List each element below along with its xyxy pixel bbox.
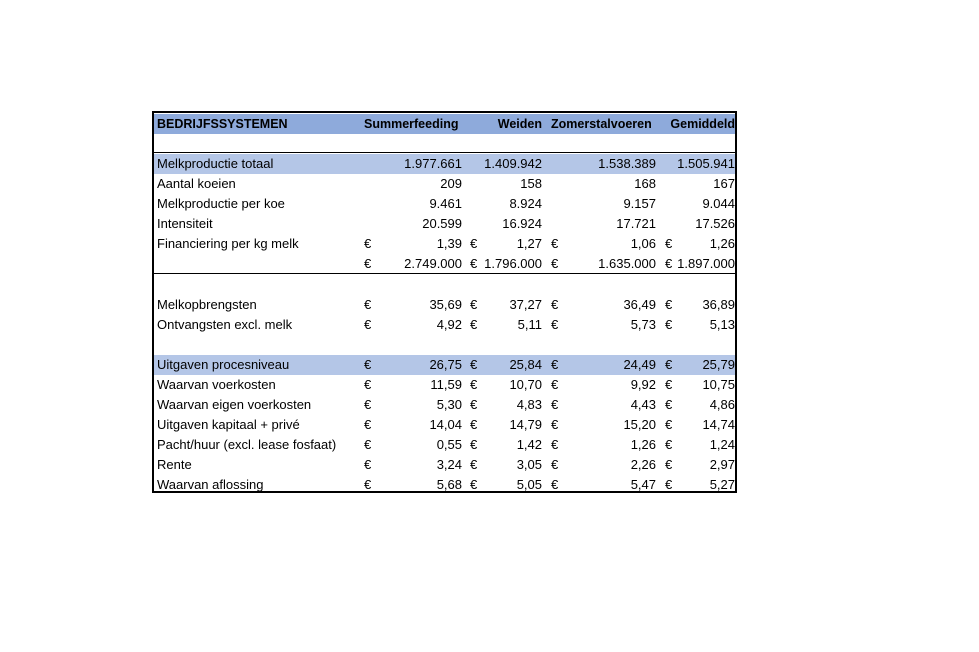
cell-value: 209: [440, 176, 462, 191]
cell-value: 1.635.000: [598, 256, 656, 271]
cell-value: 5,68: [436, 477, 462, 492]
cell-value: 25,79: [702, 357, 735, 372]
cell-value: 36,49: [623, 297, 656, 312]
table-row: [154, 194, 735, 214]
table-row: [154, 455, 735, 475]
cell-value: 1,42: [516, 437, 542, 452]
currency-symbol: €: [364, 256, 372, 271]
cell-value: 11,59: [430, 377, 462, 392]
currency-symbol: €: [470, 377, 478, 392]
header-summerfeeding: Summerfeeding: [364, 117, 459, 131]
table-row: [154, 174, 735, 194]
cell-value: 1.897.000: [677, 256, 735, 271]
cell-value: 1,39: [436, 236, 462, 251]
currency-symbol: €: [665, 256, 673, 271]
cell-value: 2,97: [709, 457, 735, 472]
header-label: BEDRIJFSSYSTEMEN: [157, 117, 288, 131]
table-row: [154, 375, 735, 395]
table-row: [154, 355, 735, 375]
row-label: Uitgaven procesniveau: [157, 357, 290, 372]
cell-value: 4,83: [516, 397, 542, 412]
cell-value: 1.796.000: [484, 256, 542, 271]
cell-value: 20.599: [422, 216, 462, 231]
currency-symbol: €: [551, 437, 559, 452]
currency-symbol: €: [364, 437, 372, 452]
currency-symbol: €: [364, 297, 372, 312]
cell-value: 5,13: [709, 317, 735, 332]
table-row: [154, 154, 735, 174]
currency-symbol: €: [665, 477, 673, 492]
cell-value: 5,11: [517, 317, 542, 332]
currency-symbol: €: [665, 297, 673, 312]
currency-symbol: €: [470, 457, 478, 472]
cell-value: 9.461: [429, 196, 462, 211]
cell-value: 2.749.000: [404, 256, 462, 271]
cell-value: 17.721: [616, 216, 656, 231]
currency-symbol: €: [470, 437, 478, 452]
currency-symbol: €: [470, 357, 478, 372]
cell-value: 35,69: [429, 297, 462, 312]
spreadsheet-table: [152, 111, 737, 493]
cell-value: 1,06: [630, 236, 656, 251]
currency-symbol: €: [364, 477, 372, 492]
cell-value: 5,30: [436, 397, 462, 412]
currency-symbol: €: [364, 397, 372, 412]
cell-value: 14,04: [429, 417, 462, 432]
row-label: Rente: [157, 457, 192, 472]
cell-value: 1,26: [630, 437, 656, 452]
cell-value: 4,86: [709, 397, 735, 412]
cell-value: 1,26: [709, 236, 735, 251]
cell-value: 4,92: [436, 317, 462, 332]
cell-value: 4,43: [630, 397, 656, 412]
currency-symbol: €: [665, 457, 673, 472]
currency-symbol: €: [364, 317, 372, 332]
currency-symbol: €: [364, 357, 372, 372]
currency-symbol: €: [551, 417, 559, 432]
row-label: Waarvan voerkosten: [157, 377, 276, 392]
cell-value: 1.538.389: [598, 156, 656, 171]
currency-symbol: €: [551, 236, 559, 251]
currency-symbol: €: [470, 297, 478, 312]
table-row: [154, 395, 735, 415]
cell-value: 158: [520, 176, 542, 191]
cell-value: 1.505.941: [677, 156, 735, 171]
row-label: Intensiteit: [157, 216, 213, 231]
currency-symbol: €: [665, 236, 673, 251]
cell-value: 1,27: [516, 236, 542, 251]
table-row: [154, 254, 735, 274]
cell-value: 16.924: [502, 216, 542, 231]
row-label: Uitgaven kapitaal + privé: [157, 417, 300, 432]
row-label: Aantal koeien: [157, 176, 236, 191]
currency-symbol: €: [551, 477, 559, 492]
currency-symbol: €: [470, 397, 478, 412]
cell-value: 17.526: [695, 216, 735, 231]
cell-value: 15,20: [623, 417, 656, 432]
currency-symbol: €: [665, 397, 673, 412]
cell-value: 168: [634, 176, 656, 191]
cell-value: 10,75: [702, 377, 735, 392]
currency-symbol: €: [470, 477, 478, 492]
currency-symbol: €: [364, 377, 372, 392]
cell-value: 9.157: [623, 196, 656, 211]
cell-value: 1.409.942: [484, 156, 542, 171]
cell-value: 5,27: [709, 477, 735, 492]
currency-symbol: €: [665, 437, 673, 452]
row-label: Waarvan aflossing: [157, 477, 264, 492]
table-row: [154, 214, 735, 234]
currency-symbol: €: [470, 256, 478, 271]
cell-value: 25,84: [509, 357, 542, 372]
table-row: [154, 475, 735, 495]
row-label: Melkopbrengsten: [157, 297, 257, 312]
table-row: [154, 415, 735, 435]
cell-value: 14,79: [509, 417, 542, 432]
currency-symbol: €: [470, 236, 478, 251]
cell-value: 0,55: [436, 437, 462, 452]
currency-symbol: €: [364, 236, 372, 251]
row-label: Melkproductie totaal: [157, 156, 274, 171]
row-label: Pacht/huur (excl. lease fosfaat): [157, 437, 337, 452]
currency-symbol: €: [665, 357, 673, 372]
row-label: Financiering per kg melk: [157, 236, 299, 251]
cell-value: 9.044: [702, 196, 735, 211]
cell-value: 5,05: [516, 477, 542, 492]
currency-symbol: €: [551, 457, 559, 472]
currency-symbol: €: [551, 357, 559, 372]
currency-symbol: €: [470, 417, 478, 432]
row-label: Waarvan eigen voerkosten: [157, 397, 312, 412]
cell-value: 5,73: [630, 317, 656, 332]
cell-value: 3,05: [516, 457, 542, 472]
header-divider: [154, 152, 735, 153]
cell-value: 24,49: [623, 357, 656, 372]
currency-symbol: €: [470, 317, 478, 332]
cell-value: 36,89: [702, 297, 735, 312]
table-row: [154, 234, 735, 254]
row-label: Ontvangsten excl. melk: [157, 317, 293, 332]
currency-symbol: €: [665, 417, 673, 432]
cell-value: 1,24: [709, 437, 735, 452]
cell-value: 5,47: [630, 477, 656, 492]
currency-symbol: €: [665, 317, 673, 332]
cell-value: 167: [713, 176, 735, 191]
cell-value: 37,27: [509, 297, 542, 312]
cell-value: 8.924: [509, 196, 542, 211]
currency-symbol: €: [551, 256, 559, 271]
cell-value: 1.977.661: [404, 156, 462, 171]
currency-symbol: €: [551, 397, 559, 412]
table-row: [154, 435, 735, 455]
currency-symbol: €: [364, 457, 372, 472]
cell-value: 26,75: [429, 357, 462, 372]
cell-value: 2,26: [630, 457, 656, 472]
currency-symbol: €: [551, 377, 559, 392]
header-weiden: Weiden: [497, 117, 542, 131]
row-label: Melkproductie per koe: [157, 196, 285, 211]
currency-symbol: €: [665, 377, 673, 392]
currency-symbol: €: [551, 317, 559, 332]
table-row: [154, 315, 735, 335]
header-zomerstalvoeren: Zomerstalvoeren: [551, 117, 652, 131]
header-gemiddeld: Gemiddeld: [670, 117, 735, 131]
cell-value: 9,92: [630, 377, 656, 392]
currency-symbol: €: [551, 297, 559, 312]
header-row: [154, 114, 735, 134]
section-divider: [154, 273, 735, 274]
currency-symbol: €: [364, 417, 372, 432]
cell-value: 3,24: [436, 457, 462, 472]
table-row: [154, 295, 735, 315]
cell-value: 14,74: [702, 417, 735, 432]
cell-value: 10,70: [509, 377, 542, 392]
